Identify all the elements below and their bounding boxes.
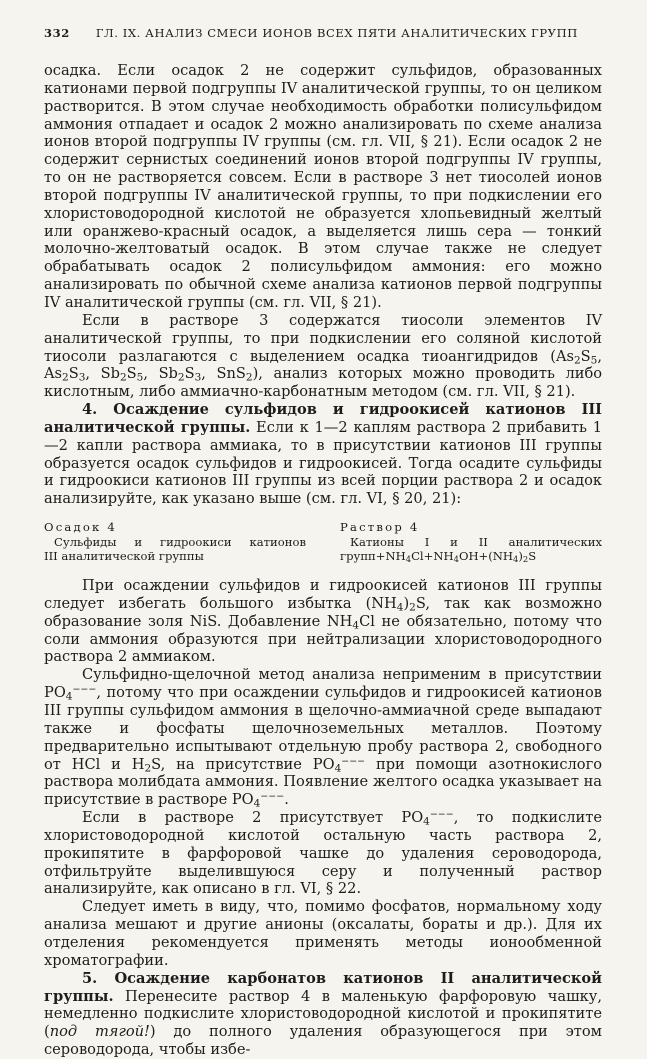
scheme-reagents: $групп+NH_4Cl+NH_4OH+(NH_4)_2S$ (340, 549, 537, 565)
paragraph-continuation: осадка. Если осадок 2 не содержит сульфидов, образованных катионами первой подгруппы IV аналитической группы, то он целиком растворится. В этом случае необходимость обработки полисульфидом аммония отпадает и осадок 2 можно анализировать по схеме анализа ионов второй подгруппы IV группы (см. гл. VII, § 21). Если осадок 2 не содержит сернистых соединений ионов второй подгруппы IV группы, то он не растворяется совсем. Если в растворе 3 нет тиосолей ионов второй подгруппы IV аналитической группы, то при подкислении его хлористоводородной кислотой не образуется хлопьевидный желтый или оранжево-красный осадок, а выделяется лишь сера — тонкий молочно-желтоватый осадок. В этом случае также не следует обрабатывать осадок 2 полисульфидом аммония: его можно анализировать по обычной схеме анализа катионов первой подгруппы IV аналитической группы (см. гл. VII, § 21). (44, 62, 602, 311)
formula-as2s5: $As_2S_5$ (555, 347, 598, 367)
scheme-precipitate: Осадок 4 Сульфиды и гидроокиси катионов III аналитической группы (44, 520, 306, 564)
formula-po4: $PO_4^{---}$ (44, 683, 97, 703)
running-title: ГЛ. IX. АНАЛИЗ СМЕСИ ИОНОВ ВСЕХ ПЯТИ АНАЛИТИЧЕСКИХ ГРУПП (95, 26, 578, 40)
separation-scheme (44, 520, 602, 563)
formula-sb2s5: $Sb_2S_5$ (100, 365, 144, 384)
scheme-right-heading: Раствор 4 (340, 520, 420, 535)
formula-sns2: SnS$_2$ (216, 365, 253, 384)
formula-sb2s3: $Sb_2S_3$ (158, 365, 202, 384)
formula-po4: $PO_4^{---}$ (312, 755, 366, 775)
scheme-left-heading: Осадок 4 (44, 520, 117, 535)
section-5: 5. Осаждение карбонатов катионов II аналитической группы. Перенесите раствор 4 в маленькую фарфоровую чашку, немедленно подкислите хлористоводородной кислотой и прокипятите (под тягой!) до полного удаления образующегося при этом сероводорода, чтобы избе- (44, 969, 603, 1059)
page-number: 332 (44, 26, 70, 40)
section-5-title: 5. Осаждение карбонатов катионов II аналитической группы. (44, 969, 602, 1005)
paragraph-anions-note: Следует иметь в виду, что, помимо фосфатов, нормальному ходу анализа мешают и другие анионы (оксалаты, бораты и др.). Для их отделения рекомендуется применять методы ионообменной хроматографии. (44, 898, 602, 969)
section-4-title: 4. Осаждение сульфидов и гидроокисей катионов III аналитической группы. (44, 401, 602, 436)
formula-po4: $PO_4^{---}$ (401, 808, 454, 828)
section-4: 4. Осаждение сульфидов и гидроокисей катионов III аналитической группы. Если к 1—2 каплям раствора 2 прибавить 1—2 капли раствора аммиака, то в присутствии катионов III группы образуется осадок сульфидов и гидроокисей. Тогда осадите сульфиды и гидроокиси катионов III группы из всей порции раствора 2 и осадок анализируйте, как указано выше (см. гл. VI, § 20, 21): (44, 401, 603, 508)
formula-as2s3: $As_2S_3$ (44, 365, 86, 384)
paragraph-phosphate: Если в растворе 2 присутствует $PO_4^{---}$, то подкислите хлористоводородной кислотой остальную часть раствора 2, прокипятите в фарфоровой чашке до удаления сероводорода, отфильтруйте выделившуюся серу и полученный раствор анализируйте, как описано в гл. VI, § 22. (44, 808, 602, 898)
paragraph-thiosalts: Если в растворе 3 содержатся тиосоли элементов IV аналитической группы, то при подкислении его соляной кислотой тиосоли разлагаются с выделением осадка тиоангидридов ($As_2S_5$, $As_2S_3$, $Sb_2S_5$, $Sb_2S_3$, SnS$_2$), анализ которых можно проводить либо кислотным, либо аммиачно-карбонатным методом (см. гл. VII, § 21). (44, 311, 603, 401)
page-body (44, 62, 602, 1059)
paragraph-sulfide-alkaline: Сульфидно-щелочной метод анализа неприменим в присутствии $PO_4^{---}$, потому что при осаждении сульфидов и гидроокисей катионов III группы сульфидом аммония в щелочно-аммиачной среде выпадают также и фосфаты щелочноземельных металлов. Поэтому предварительно испытывают отдельную пробу раствора 2, свободного от HCl и $H_2S$, на присутствие $PO_4^{---}$ при помощи азотнокислого раствора молибдата аммония. Появление желтого осадка указывает на присутствие в растворе $PO_4^{---}$. (44, 666, 602, 810)
scheme-solution: Раствор 4 Катионы I и II аналитических $групп+NH_4Cl+NH_4OH+(NH_4)_2S$ (340, 520, 602, 565)
formula-po4: $PO_4^{---}$ (231, 791, 285, 810)
paragraph-precipitation: При осаждении сульфидов и гидроокисей катионов III группы следует избегать большого избытка $(NH_4)_2S$, так как возможно образование золя NiS. Добавление $NH_4Cl$ не обязательно, потому что соли аммония образуются при нейтрализации хлористоводородного раствора 2 аммиаком. (44, 577, 602, 666)
running-header (44, 26, 604, 40)
